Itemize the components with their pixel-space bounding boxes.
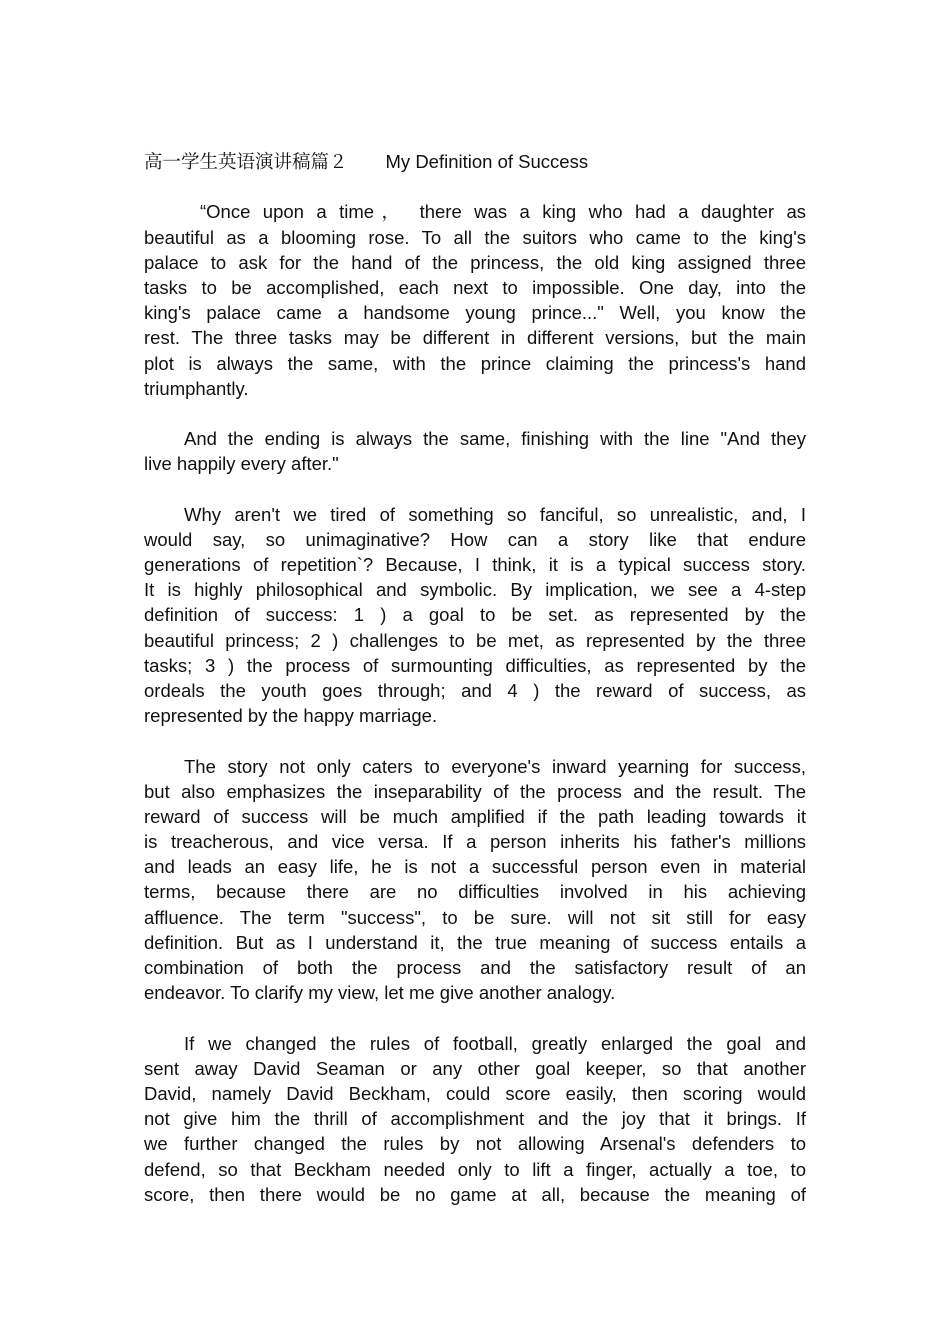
text-line: beautiful as a blooming rose. To all the suitors who came to the king's [144, 226, 806, 248]
text-line: we further changed the rules by not allowing Arsenal's defenders to [144, 1133, 806, 1155]
text-line: triumphantly. [144, 377, 249, 399]
text-line: definition of success: 1 ) a goal to be set. as represented by the [144, 604, 806, 626]
document-page [144, 149, 806, 1232]
text-line: endeavor. To clarify my view, let me give another analogy. [144, 982, 616, 1004]
text-line: defend, so that Beckham needed only to lift a finger, actually a toe, to [144, 1158, 806, 1180]
text-line: Why aren't we tired of something so fanciful, so unrealistic, and, I [184, 503, 806, 525]
text-line: but also emphasizes the inseparability of the process and the result. The [144, 780, 806, 802]
paragraph [144, 426, 806, 476]
document-body [144, 199, 806, 1207]
page-title [144, 149, 806, 174]
text-line: combination of both the process and the satisfactory result of an [144, 957, 806, 979]
text-line: and leads an easy life, he is not a successful person even in material [144, 856, 806, 878]
text-line: terms, because there are no difficulties involved in his achieving [144, 881, 806, 903]
text-line: It is highly philosophical and symbolic. By implication, we see a 4-step [144, 579, 806, 601]
text-line: king's palace came a handsome young prince..." Well, you know the [144, 302, 806, 324]
text-line: If we changed the rules of football, greatly enlarged the goal and [184, 1032, 806, 1054]
text-line: definition. But as I understand it, the true meaning of success entails a [144, 931, 806, 953]
text-line: score, then there would be no game at all, because the meaning of [144, 1183, 806, 1205]
text-line: ordeals the youth goes through; and 4 ) the reward of success, as [144, 679, 806, 701]
title-english: My Definition of Success [385, 151, 589, 172]
text-line: palace to ask for the hand of the princess, the old king assigned three [144, 251, 806, 273]
text-line: The story not only caters to everyone's inward yearning for success, [184, 755, 806, 777]
text-line: would say, so unimaginative? How can a story like that endure [144, 528, 806, 550]
text-line: live happily every after." [144, 453, 339, 475]
paragraph [144, 199, 806, 401]
text-line: affluence. The term "success", to be sure. will not sit still for easy [144, 906, 806, 928]
paragraph [144, 754, 806, 1006]
text-line: not give him the thrill of accomplishment and the joy that it brings. If [144, 1108, 806, 1130]
text-line: “Once upon a time， there was a king who had a daughter as [200, 201, 806, 223]
text-line: sent away David Seaman or any other goal keeper, so that another [144, 1057, 806, 1079]
text-line: generations of repetition`? Because, I think, it is a typical success story. [144, 554, 806, 576]
text-line: represented by the happy marriage. [144, 705, 438, 727]
text-line: tasks to be accomplished, each next to impossible. One day, into the [144, 276, 806, 298]
paragraph [144, 502, 806, 729]
text-line: And the ending is always the same, finishing with the line "And they [184, 428, 806, 450]
text-line: plot is always the same, with the prince claiming the princess's hand [144, 352, 806, 374]
text-line: David, namely David Beckham, could score easily, then scoring would [144, 1082, 806, 1104]
title-chinese: 高一学生英语演讲稿篇２ [144, 151, 348, 172]
text-line: rest. The three tasks may be different in different versions, but the main [144, 327, 806, 349]
text-line: is treacherous, and vice versa. If a person inherits his father's millions [144, 831, 806, 853]
paragraph [144, 1031, 806, 1207]
text-line: reward of success will be much amplified if the path leading towards it [144, 805, 806, 827]
text-line: beautiful princess; 2 ) challenges to be met, as represented by the three [144, 629, 806, 651]
text-line: tasks; 3 ) the process of surmounting difficulties, as represented by the [144, 654, 806, 676]
